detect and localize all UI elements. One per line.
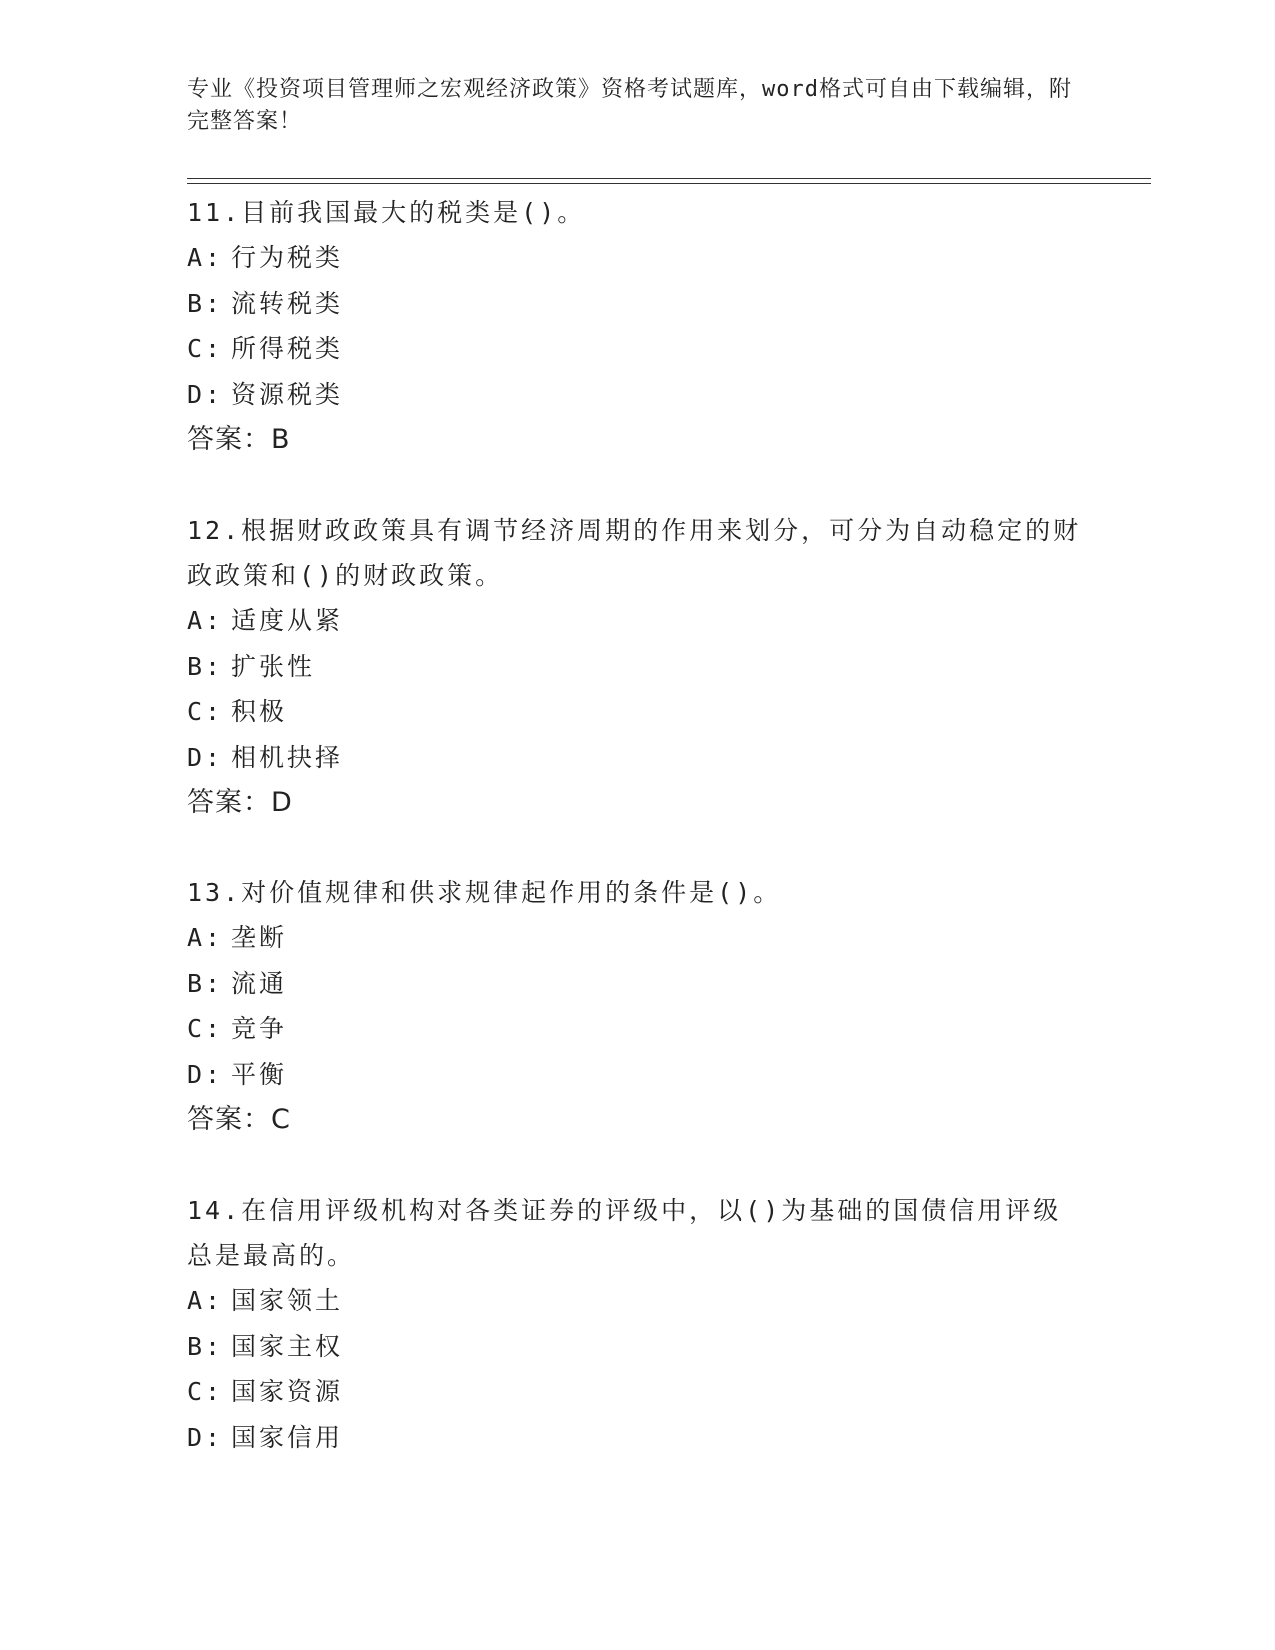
option-key: B: bbox=[187, 1331, 224, 1361]
option-text: 所得税类 bbox=[231, 334, 344, 363]
option-text: 适度从紧 bbox=[231, 606, 344, 635]
option-a bbox=[187, 915, 1087, 961]
option-key: D: bbox=[187, 1059, 224, 1089]
option-d bbox=[187, 735, 1087, 781]
option-key: C: bbox=[187, 1014, 224, 1043]
option-d bbox=[187, 1052, 1087, 1098]
option-text: 国家主权 bbox=[231, 1331, 344, 1361]
option-c bbox=[187, 1006, 1087, 1052]
option-key: D: bbox=[187, 379, 224, 409]
option-b bbox=[187, 644, 1087, 690]
question-14 bbox=[187, 1188, 1087, 1460]
option-text: 资源税类 bbox=[231, 379, 344, 409]
question-12 bbox=[187, 508, 1087, 825]
option-text: 竞争 bbox=[231, 1014, 288, 1043]
option-c bbox=[187, 326, 1087, 372]
document-header: 专业《投资项目管理师之宏观经济政策》资格考试题库，word格式可自由下载编辑，附完整答案！ bbox=[187, 77, 1072, 134]
question-stem: 12.根据财政政策具有调节经济周期的作用来划分，可分为自动稳定的财政政策和()的财政政策。 bbox=[187, 516, 1082, 590]
option-text: 流通 bbox=[231, 968, 288, 998]
option-text: 流转税类 bbox=[231, 288, 344, 318]
option-b bbox=[187, 1324, 1087, 1370]
option-key: A: bbox=[187, 606, 224, 635]
option-b bbox=[187, 961, 1087, 1007]
answer-line: 答案：B bbox=[187, 424, 291, 455]
option-key: B: bbox=[187, 651, 224, 681]
answer-line: 答案：C bbox=[187, 1104, 291, 1135]
option-a bbox=[187, 598, 1087, 644]
option-key: D: bbox=[187, 1422, 224, 1452]
option-text: 国家资源 bbox=[231, 1377, 344, 1406]
header-divider-bottom bbox=[187, 183, 1151, 184]
option-b bbox=[187, 281, 1087, 327]
option-a bbox=[187, 235, 1087, 281]
header-divider-top bbox=[187, 178, 1151, 179]
question-stem: 13.对价值规律和供求规律起作用的条件是()。 bbox=[187, 878, 782, 907]
option-c bbox=[187, 1369, 1087, 1415]
option-text: 相机抉择 bbox=[231, 742, 344, 772]
option-key: B: bbox=[187, 968, 224, 998]
option-a bbox=[187, 1278, 1087, 1324]
option-text: 国家信用 bbox=[231, 1422, 344, 1452]
option-d bbox=[187, 1415, 1087, 1461]
option-key: B: bbox=[187, 288, 224, 318]
option-text: 平衡 bbox=[231, 1059, 288, 1089]
question-stem: 11.目前我国最大的税类是()。 bbox=[187, 198, 586, 227]
option-c bbox=[187, 689, 1087, 735]
option-key: A: bbox=[187, 1286, 224, 1315]
option-key: A: bbox=[187, 243, 224, 272]
question-13 bbox=[187, 870, 1087, 1142]
option-d bbox=[187, 372, 1087, 418]
question-11 bbox=[187, 190, 1087, 462]
option-key: C: bbox=[187, 697, 224, 726]
option-key: C: bbox=[187, 1377, 224, 1406]
option-text: 行为税类 bbox=[231, 243, 344, 272]
option-key: D: bbox=[187, 742, 224, 772]
option-text: 垄断 bbox=[231, 923, 288, 952]
answer-line: 答案：D bbox=[187, 787, 293, 818]
option-text: 积极 bbox=[231, 697, 288, 726]
option-text: 国家领土 bbox=[231, 1286, 344, 1315]
question-stem: 14.在信用评级机构对各类证券的评级中，以()为基础的国债信用评级总是最高的。 bbox=[187, 1196, 1062, 1270]
option-text: 扩张性 bbox=[231, 651, 316, 681]
option-key: A: bbox=[187, 923, 224, 952]
option-key: C: bbox=[187, 334, 224, 363]
